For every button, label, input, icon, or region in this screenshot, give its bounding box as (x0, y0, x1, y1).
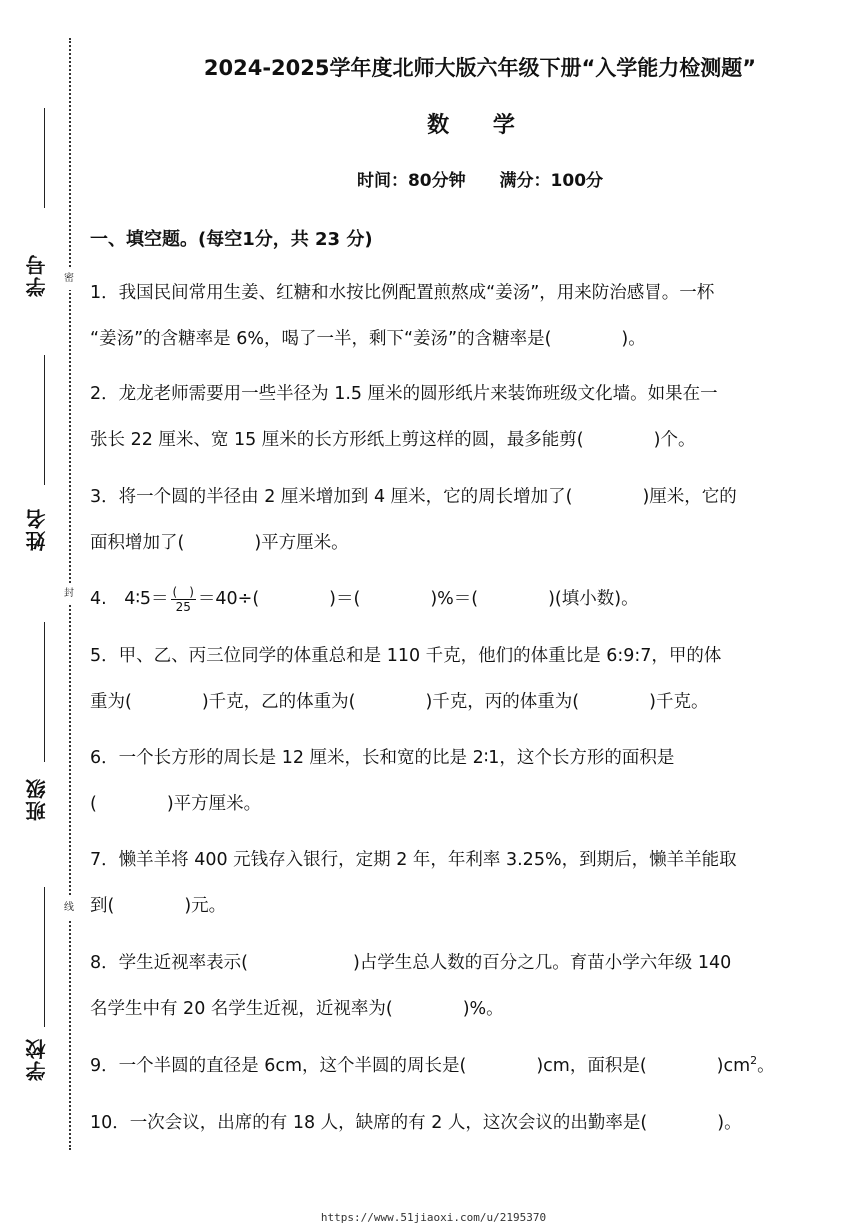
class-field[interactable] (20, 622, 50, 832)
question-5-line-1: 5．甲、乙、丙三位同学的体重总和是 110 千克，他们的体重比是 6:9:7，甲的体 (90, 646, 722, 666)
question-9-text: 9．一个半圆的直径是 6cm，这个半圆的周长是( )cm，面积是( )cm (90, 1056, 751, 1076)
question-3 (90, 474, 810, 566)
section-heading: 一、填空题。(每空1分，共 23 分) (90, 229, 373, 250)
question-2-line-2: 张长 22 厘米、宽 15 厘米的长方形纸上剪这样的圆，最多能剪( )个。 (90, 430, 696, 450)
subject-title: 数 学 (427, 113, 533, 138)
student-id-label: 学号 (25, 253, 49, 297)
question-4-suffix: ＝40÷( )＝( )%＝( )(填小数)。 (197, 589, 639, 609)
school-field[interactable] (20, 887, 50, 1087)
question-2 (90, 371, 810, 463)
question-10 (90, 1100, 810, 1146)
question-7-line-1: 7．懒羊羊将 400 元钱存入银行，定期 2 年，年利率 3.25%，到期后，懒羊羊能取 (90, 850, 737, 870)
school-label: 学校 (25, 1037, 49, 1081)
seal-mark-mi: 密 (63, 268, 75, 290)
question-2-line-1: 2．龙龙老师需要用一些半径为 1.5 厘米的圆形纸片来装饰班级文化墙。如果在一 (90, 384, 718, 404)
question-6-line-2: ( )平方厘米。 (90, 794, 262, 814)
question-8-line-2: 名学生中有 20 名学生近视，近视率为( )%。 (90, 999, 504, 1019)
question-8 (90, 940, 810, 1032)
question-5 (90, 633, 810, 725)
question-1-line-2: “姜汤”的含糖率是 6%，喝了一半，剩下“姜汤”的含糖率是( )。 (90, 329, 646, 349)
time-limit: 时间：80分钟 (356, 171, 466, 191)
question-5-line-2: 重为( )千克，乙的体重为( )千克，丙的体重为( )千克。 (90, 692, 709, 712)
question-8-line-1: 8．学生近视率表示( )占学生总人数的百分之几。育苗小学六年级 140 (90, 953, 732, 973)
seal-mark-xian: 线 (63, 897, 75, 919)
question-3-line-2: 面积增加了( )平方厘米。 (90, 533, 349, 553)
full-score: 满分：100分 (499, 171, 604, 191)
question-9 (90, 1043, 810, 1089)
question-1 (90, 270, 810, 362)
question-3-line-1: 3．将一个圆的半径由 2 厘米增加到 4 厘米，它的周长增加了( )厘米，它的 (90, 487, 737, 507)
class-underline (44, 622, 45, 762)
footer-watermark-link[interactable]: https://www.51jiaoxi.com/u/2195370 (320, 1211, 547, 1224)
class-label: 班级 (25, 777, 49, 821)
question-6-line-1: 6．一个长方形的周长是 12 厘米，长和宽的比是 2∶1，这个长方形的面积是 (90, 748, 675, 768)
exam-title: 2024-2025学年度北师大版六年级下册“入学能力检测题” (203, 56, 757, 80)
question-10-text: 10．一次会议，出席的有 18 人，缺席的有 2 人，这次会议的出勤率是( )。 (90, 1113, 742, 1133)
student-id-field[interactable] (20, 108, 50, 298)
question-9-end: 。 (757, 1056, 775, 1076)
exam-info (100, 166, 860, 191)
fraction-denominator: 25 (175, 599, 191, 614)
question-7-line-2: 到( )元。 (90, 896, 227, 916)
school-underline (44, 887, 45, 1027)
seal-mark-feng: 封 (63, 583, 75, 605)
question-4 (90, 576, 810, 622)
student-name-underline (44, 355, 45, 485)
student-name-field[interactable] (20, 355, 50, 565)
question-4-fraction (171, 585, 196, 614)
question-9-superscript: 2 (750, 1054, 758, 1068)
question-6 (90, 735, 810, 827)
student-id-underline (44, 108, 45, 208)
fraction-numerator: ( ) (172, 584, 194, 599)
question-4-prefix: 4. 4∶5＝ (90, 589, 169, 609)
question-1-line-1: 1．我国民间常用生姜、红糖和水按比例配置煎熬成“姜汤”，用来防治感冒。一杯 (90, 283, 715, 303)
student-name-label: 姓名 (25, 507, 49, 551)
question-7 (90, 837, 810, 929)
